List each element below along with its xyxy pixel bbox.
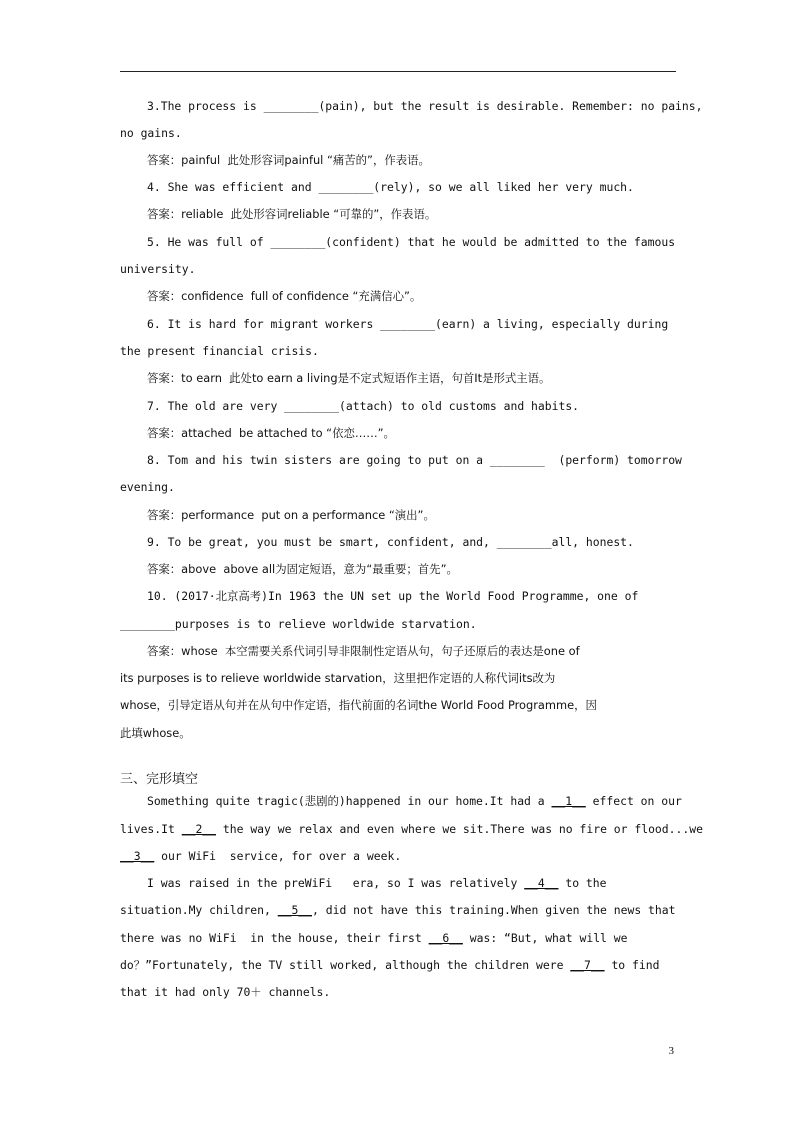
answer-5: 答案：confidence full of confidence “充满信心”。 — [147, 289, 422, 303]
answer-3: 答案：painful 此处形容词painful “痛苦的”，作表语。 — [147, 153, 430, 167]
answer-10-line-2: its purposes is to relieve worldwide starvation，这里把作定语的人称代词its改为 — [120, 671, 556, 685]
cloze-text: was: “But, what will we — [462, 931, 628, 945]
question-6-line-2: the present financial crisis. — [120, 344, 319, 358]
answer-9: 答案：above above all为固定短语，意为“最重要；首先”。 — [147, 562, 458, 576]
cloze-text: Something quite tragic(悲剧的)happened in our home.It had a — [147, 794, 552, 808]
question-4-line-1: 4. She was efficient and ________(rely), so we all liked her very much. — [147, 180, 634, 194]
question-10-line-1: 10. (2017·北京高考)In 1963 the UN set up the World Food Programme, one of — [147, 589, 639, 603]
question-8-line-2: evening. — [120, 480, 175, 494]
cloze-text: to the — [558, 876, 607, 890]
cloze-blank-2: __2__ — [181, 822, 217, 836]
cloze-text: do？”Fortunately, the TV still worked, although the children were — [120, 958, 571, 972]
question-5-line-1: 5. He was full of ________(confident) that he would be admitted to the famous — [147, 235, 676, 249]
cloze-blank-6: __6__ — [428, 931, 463, 945]
question-6-line-1: 6. It is hard for migrant workers ________(earn) a living, especially during — [147, 317, 669, 331]
cloze-text: , did not have this training.When given the news that — [312, 903, 676, 917]
cloze-text: lives.It — [120, 822, 182, 836]
answer-10-line-4: 此填whose。 — [120, 726, 191, 740]
cloze-text: to find — [604, 958, 660, 972]
cloze-p2-line-5: that it had only 70＋ channels. — [120, 985, 331, 999]
answer-10-line-1: 答案：whose 本空需要关系代词引导非限制性定语从句，句子还原后的表达是one of — [147, 644, 580, 658]
question-3-line-1: 3.The process is ________(pain), but the result is desirable. Remember: no pains, — [147, 99, 703, 113]
answer-7: 答案：attached be attached to “依恋……”。 — [147, 426, 395, 440]
question-9-line-1: 9. To be great, you must be smart, confident, and, ________all, honest. — [147, 535, 634, 549]
question-3-line-2: no gains. — [120, 126, 182, 140]
question-8-line-1: 8. Tom and his twin sisters are going to put on a ________ (perform) tomorrow — [147, 453, 682, 467]
cloze-text: our WiFi service, for over a week. — [154, 849, 402, 863]
cloze-p2-line-3 — [120, 931, 628, 945]
cloze-p1-line-3 — [120, 849, 401, 863]
cloze-text: there was no WiFi in the house, their first — [120, 931, 429, 945]
cloze-blank-5: __5__ — [277, 903, 313, 917]
header-rule — [120, 71, 676, 72]
cloze-blank-4: __4__ — [524, 876, 559, 890]
cloze-text: the way we relax and even where we sit.There was no fire or flood...we — [216, 822, 703, 836]
page-number: 3 — [668, 1045, 674, 1057]
cloze-text: situation.My children, — [120, 903, 278, 917]
cloze-p2-line-1 — [147, 876, 607, 890]
answer-6: 答案：to earn 此处to earn a living是不定式短语作主语，句首It是形式主语。 — [147, 371, 551, 385]
cloze-blank-3: __3__ — [120, 849, 155, 863]
cloze-p2-line-4 — [120, 958, 659, 972]
cloze-text: I was raised in the preWiFi era, so I was relatively — [147, 876, 525, 890]
cloze-p2-line-2 — [120, 903, 676, 917]
question-7-line-1: 7. The old are very ________(attach) to old customs and habits. — [147, 399, 580, 413]
cloze-p1-line-1 — [147, 794, 682, 808]
cloze-text: effect on our — [585, 794, 682, 808]
cloze-blank-1: __1__ — [551, 794, 586, 808]
cloze-blank-7: __7__ — [570, 958, 605, 972]
question-10-line-2: ________purposes is to relieve worldwide starvation. — [120, 617, 477, 631]
question-5-line-2: university. — [120, 262, 196, 276]
cloze-p1-line-2 — [120, 822, 703, 836]
section-title: 三、完形填空 — [120, 772, 199, 787]
answer-10-line-3: whose，引导定语从句并在从句中作定语，指代前面的名词the World Food Programme，因 — [120, 698, 597, 712]
answer-4: 答案：reliable 此处形容词reliable “可靠的”，作表语。 — [147, 207, 437, 221]
answer-8: 答案：performance put on a performance “演出”。 — [147, 508, 435, 522]
